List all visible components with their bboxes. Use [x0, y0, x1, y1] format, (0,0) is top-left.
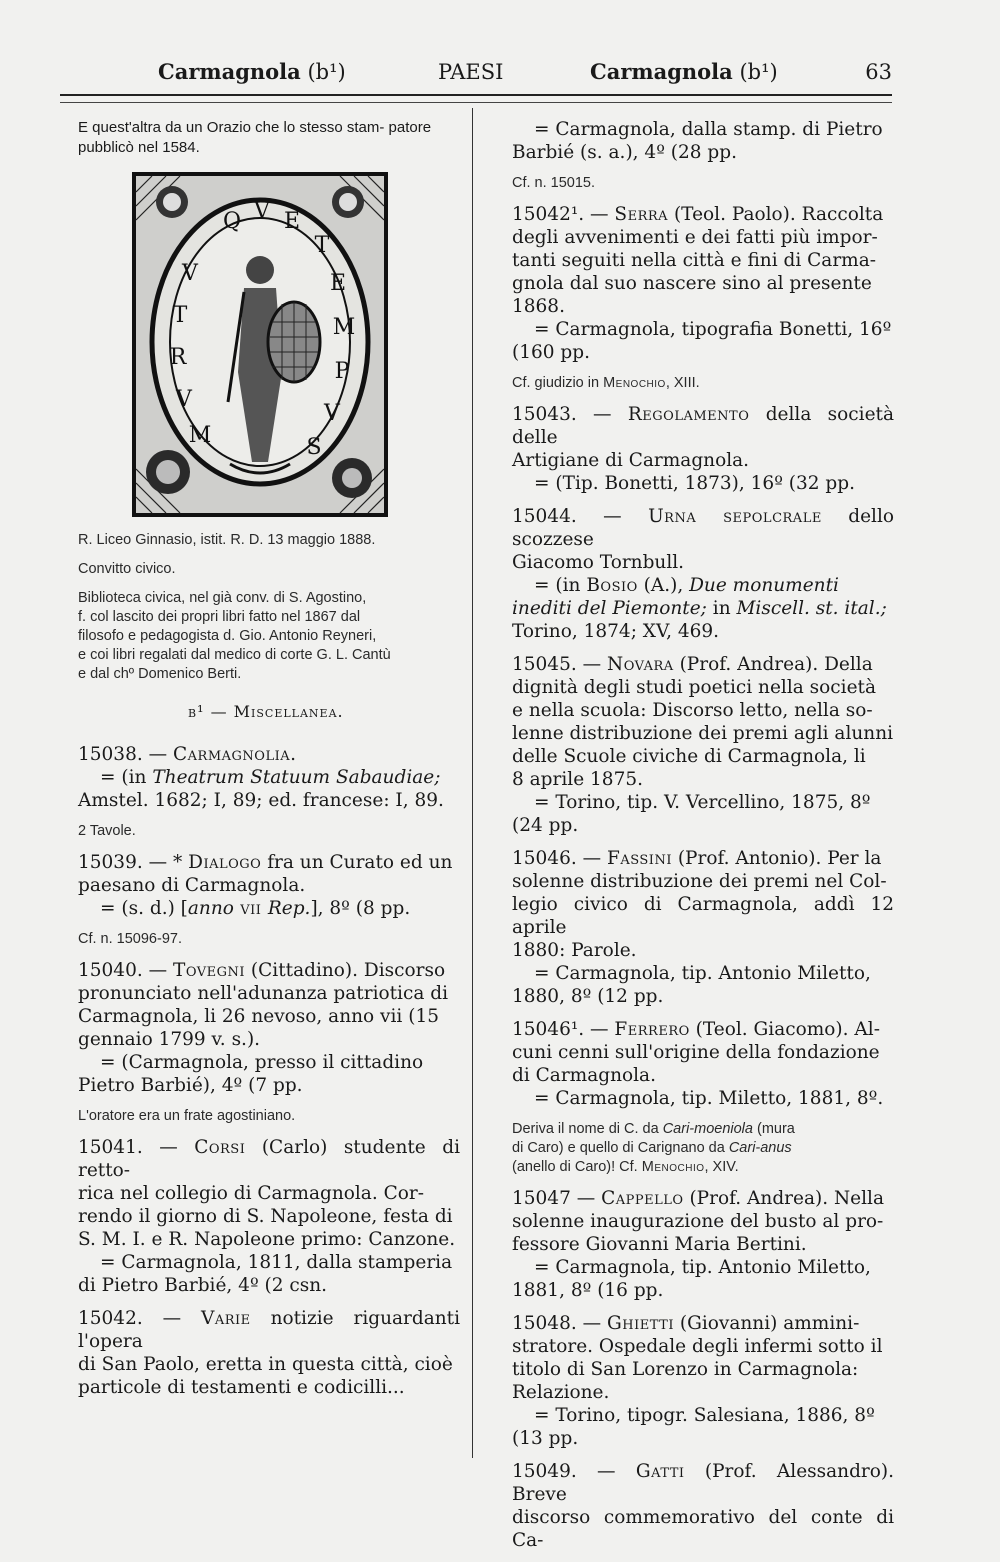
entry-15038-note: 2 Tavole. [78, 823, 136, 839]
svg-text:E: E [329, 271, 347, 296]
entry-15040: 15040. — Tovegni (Cittadino). Discorso pronunciato nell'adunanza patriotica di Carmagnola, li 26 nevoso, anno vii (15 gennaio 1799 v. s.). = (Carmagnola, presso il cittadino Pietro Barbié), 4º (7 pp. [78, 960, 448, 1096]
entry-15040-note: L'oratore era un frate agostiniano. [78, 1108, 296, 1124]
entry-15047: 15047 — Cappello (Prof. Andrea). Nella solenne inaugurazione del busto al pro- fessore Giovanni Maria Bertini. = Carmagnola, tip. Antonio Miletto, 1881, 8º (16 pp. [512, 1188, 884, 1301]
svg-text:T: T [314, 233, 330, 258]
header-rule-thick [60, 94, 892, 96]
page-number: 63 [865, 60, 892, 84]
entry-15045: 15045. — Novara (Prof. Andrea). Della dignità degli studi poetici nella società e nella scuola: Discorso letto, nella so- lenne distribuzione dei premi agli alunni delle Scuole civiche di Carmagnola, li 8 aprile 1875. = Torino, tip. V. Vercellino, 1875, 8º (24 pp. [512, 654, 894, 836]
entry-15048: 15048. — Ghietti (Giovanni) ammini- stratore. Ospedale degli infermi sotto il titolo di San Lorenzo in Carmagnola: Relazione. = Torino, tipogr. Salesiana, 1886, 8º (13 pp. [512, 1313, 883, 1449]
svg-text:M: M [188, 423, 212, 448]
entry-15046-1-note: Deriva il nome di C. da Cari-moeniola (mura di Caro) e quello di Carignano da Cari-anus (anello di Caro)! Cf. Menochio, XIV. [512, 1121, 795, 1175]
intro-text: E quest'altra da un Orazio che lo stesso stam- patore pubblicò nel 1584. [78, 119, 432, 156]
entry-15042-1: 15042¹. — Serra (Teol. Paolo). Raccolta degli avvenimenti e dei fatti più impor- tanti seguiti nella città e fini di Carma- gnola dal suo nascere sino al presente 1868. = Carmagnola, tipografia Bonetti, 16º (160 pp. [512, 204, 892, 363]
svg-text:E: E [283, 209, 301, 234]
column-divider [472, 108, 473, 1458]
svg-text:R: R [169, 345, 187, 370]
entry-15044: 15044. — Urna sepolcrale dello scozzese Giacomo Tornbull. = (in Bosio (A.), Due monumenti inediti del Piemonte; in Miscell. st. ital.; Torino, 1874; XV, 469. [512, 506, 895, 642]
svg-text:V: V [182, 261, 198, 286]
entry-15049: 15049. — Gatti (Prof. Alessandro). Breve discorso commemorativo del conte di Ca- [512, 1461, 894, 1551]
header-right-title: Carmagnola (b¹) [590, 59, 778, 84]
header-center-title: PAESI [438, 60, 504, 84]
running-header [60, 58, 892, 88]
left-column [78, 118, 460, 1409]
svg-text:V: V [176, 387, 192, 412]
svg-text:S: S [306, 435, 322, 460]
biblioteca-note: Biblioteca civica, nel già conv. di S. Agostino, f. col lascito dei propri libri fatto nel 1867 dal filosofo e pedagogista d. Gio. Antonio Reyneri, e coi libri regalati dal medico di corte G. L. Cantù e dal chº Domenico Berti. [78, 590, 391, 682]
svg-text:V: V [324, 401, 340, 426]
entry-15041: 15041. — Corsi (Carlo) studente di retto- rica nel collegio di Carmagnola. Cor- rendo il giorno di S. Napoleone, festa di S. M. I. e R. Napoleone primo: Canzone. = Carmagnola, 1811, dalla stamperia di Pietro Barbié, 4º (2 csn. [78, 1137, 460, 1296]
header-left-title: Carmagnola (b¹) [158, 59, 346, 84]
entry-15046: 15046. — Fassini (Prof. Antonio). Per la solenne distribuzione dei premi nel Col- legio civico di Carmagnola, addì 12 aprile 1880: Parole. = Carmagnola, tip. Antonio Miletto, 1880, 8º (12 pp. [512, 848, 894, 1007]
svg-text:M: M [332, 315, 356, 340]
entry-15038: 15038. — Carmagnolia. = (in Theatrum Statuum Sabaudiae; Amstel. 1682; I, 89; ed. francese: I, 89. [78, 744, 444, 811]
woodcut-illustration [132, 172, 388, 517]
header-rule-thin [60, 102, 892, 103]
entry-15042: 15042. — Varie notizie riguardanti l'opera di San Paolo, eretta in questa città, cioè particole di testamenti e codicilli... [78, 1308, 461, 1398]
svg-text:T: T [172, 303, 188, 328]
section-heading-miscellanea: b¹ — Miscellanea. [188, 702, 344, 721]
entry-15039: 15039. — * Dialogo fra un Curato ed un paesano di Carmagnola. = (s. d.) [anno vii Rep.], 8º (8 pp. [78, 852, 453, 919]
convitto-note: Convitto civico. [78, 561, 176, 577]
liceo-note: R. Liceo Ginnasio, istit. R. D. 13 maggio 1888. [78, 532, 376, 548]
entry-15042-continued: = Carmagnola, dalla stamp. di Pietro Barbié (s. a.), 4º (28 pp. [512, 119, 883, 163]
entry-15039-note: Cf. n. 15096-97. [78, 931, 182, 947]
svg-text:Q: Q [222, 209, 242, 234]
right-column [512, 118, 894, 1562]
entry-15042-1-note: Cf. giudizio in Menochio, XIII. [512, 375, 700, 391]
entry-15046-1: 15046¹. — Ferrero (Teol. Giacomo). Al- cuni cenni sull'origine della fondazione di Carmagnola. = Carmagnola, tip. Miletto, 1881, 8º. [512, 1019, 884, 1109]
svg-text:P: P [334, 359, 350, 384]
svg-text:V: V [254, 199, 270, 224]
printer-mark-woodcut [132, 172, 388, 517]
entry-15042-note: Cf. n. 15015. [512, 175, 596, 191]
entry-15043: 15043. — Regolamento della società delle Artigiane di Carmagnola. = (Tip. Bonetti, 1873), 16º (32 pp. [512, 404, 894, 494]
